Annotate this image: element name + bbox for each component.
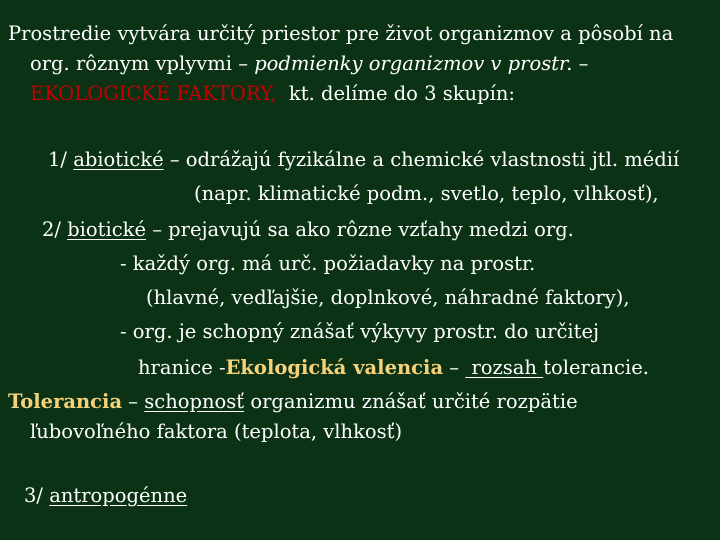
intro-line-3 <box>30 82 515 106</box>
group2-sub1-line <box>120 252 535 276</box>
tolerance-dash: – <box>122 390 145 413</box>
intro-text-2a: org. rôznym vplyvmi – <box>30 52 255 75</box>
group2-line <box>42 218 574 242</box>
group1-text: – odrážajú fyzikálne a chemické vlastnosti jtl. médií <box>163 148 680 171</box>
range-term: rozsah <box>465 356 544 379</box>
group2-sub2-cont-e: tolerancie. <box>543 356 649 379</box>
intro-conditions-italic: podmienky organizmov v prostr. <box>254 52 573 75</box>
intro-text-1: Prostredie vytvára určitý priestor pre život organizmov a pôsobí na <box>8 22 674 45</box>
group1-number: 1/ <box>48 148 74 171</box>
group2-sub2-cont-line <box>138 356 649 380</box>
group2-text: – prejavujú sa ako rôzne vzťahy medzi org. <box>146 218 574 241</box>
intro-line-2 <box>30 52 588 76</box>
group2-number: 2/ <box>42 218 68 241</box>
group2-sub2-dash: – <box>443 356 466 379</box>
ecological-factors-heading: EKOLOGICKÉ FAKTORY, <box>30 82 277 105</box>
group1-cont: (napr. klimatické podm., svetlo, teplo, vlhkosť), <box>194 182 659 205</box>
intro-text-3b: kt. delíme do 3 skupín: <box>276 82 515 105</box>
ability-term: schopnosť <box>144 390 245 413</box>
group2-sub1-cont-line <box>146 286 630 310</box>
group2-sub1-cont: (hlavné, vedľajšie, doplnkové, náhradné faktory), <box>146 286 630 309</box>
tolerance-cont: ľubovoľného faktora (teplota, vlhkosť) <box>30 420 403 443</box>
group2-sub2: - org. je schopný znášať výkyvy prostr. do určitej <box>120 320 600 343</box>
tolerance-line <box>8 390 578 414</box>
group1-cont-line <box>194 182 659 206</box>
tolerance-term: Tolerancia <box>8 390 123 413</box>
group2-sub1: - každý org. má urč. požiadavky na prostr. <box>120 252 536 275</box>
intro-line-1 <box>8 22 673 46</box>
group1-line <box>48 148 679 172</box>
tolerance-text: organizmu znášať určité rozpätie <box>244 390 578 413</box>
tolerance-cont-line <box>30 420 402 444</box>
group2-term: biotické <box>67 218 146 241</box>
group1-term: abiotické <box>73 148 164 171</box>
intro-text-2c: – <box>572 52 589 75</box>
group3-number: 3/ <box>24 484 50 507</box>
group2-sub2-cont-a: hranice - <box>138 356 226 379</box>
ecological-valence-term: Ekologická valencia <box>225 356 444 379</box>
group3-line <box>24 484 187 508</box>
group2-sub2-line <box>120 320 599 344</box>
group3-term: antropogénne <box>49 484 188 507</box>
